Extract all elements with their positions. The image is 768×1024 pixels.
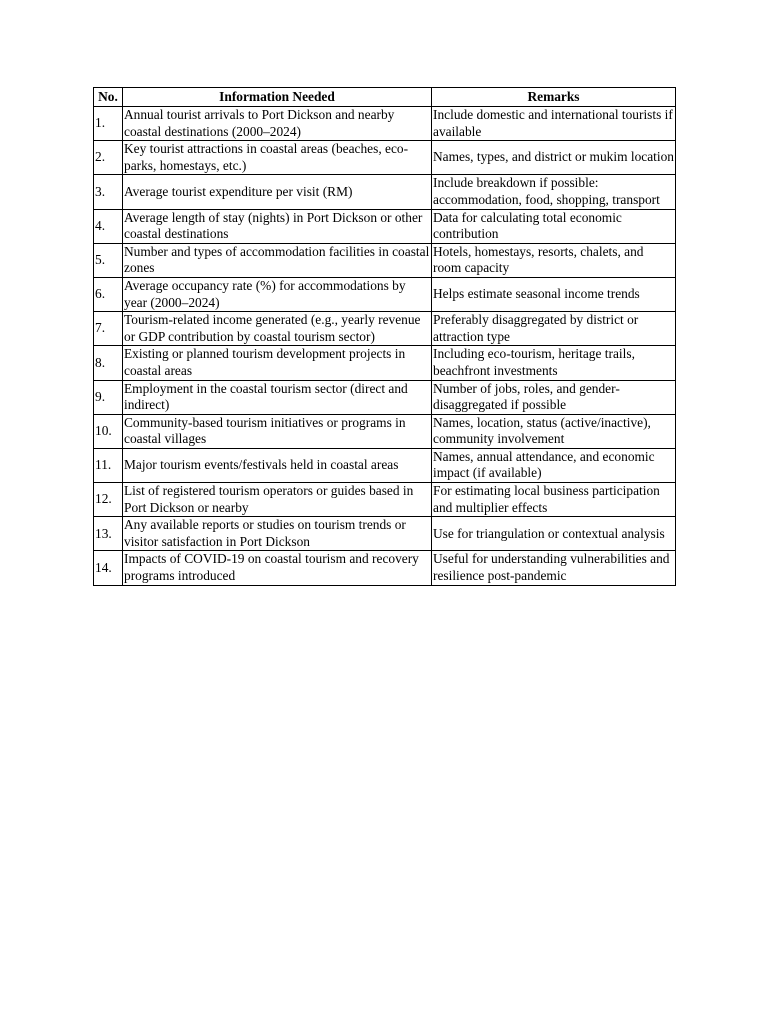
table-row — [94, 380, 676, 414]
table-row — [94, 517, 676, 551]
row-number-cell: 10. — [94, 414, 123, 448]
information-needed-cell: Average occupancy rate (%) for accommodations by year (2000–2024) — [123, 277, 432, 311]
information-needed-cell: Impacts of COVID-19 on coastal tourism and recovery programs introduced — [123, 551, 432, 585]
row-number-cell: 5. — [94, 243, 123, 277]
row-number-cell: 13. — [94, 517, 123, 551]
information-needed-cell: Number and types of accommodation facilities in coastal zones — [123, 243, 432, 277]
row-number-cell: 14. — [94, 551, 123, 585]
remarks-cell: Include domestic and international tourists if available — [432, 107, 676, 141]
remarks-cell: Number of jobs, roles, and gender-disaggregated if possible — [432, 380, 676, 414]
information-needed-cell: List of registered tourism operators or guides based in Port Dickson or nearby — [123, 483, 432, 517]
remarks-cell: Useful for understanding vulnerabilities and resilience post-pandemic — [432, 551, 676, 585]
information-needed-cell: Annual tourist arrivals to Port Dickson and nearby coastal destinations (2000–2024) — [123, 107, 432, 141]
row-number-cell: 2. — [94, 141, 123, 175]
remarks-cell: Helps estimate seasonal income trends — [432, 277, 676, 311]
remarks-cell: Use for triangulation or contextual analysis — [432, 517, 676, 551]
row-number-cell: 12. — [94, 483, 123, 517]
remarks-cell: Names, types, and district or mukim location — [432, 141, 676, 175]
information-needed-cell: Community-based tourism initiatives or programs in coastal villages — [123, 414, 432, 448]
table-row — [94, 414, 676, 448]
row-number-cell: 6. — [94, 277, 123, 311]
table-row — [94, 551, 676, 585]
remarks-cell: Hotels, homestays, resorts, chalets, and room capacity — [432, 243, 676, 277]
information-needed-cell: Any available reports or studies on tourism trends or visitor satisfaction in Port Dickson — [123, 517, 432, 551]
table-row — [94, 448, 676, 482]
information-needed-cell: Tourism-related income generated (e.g., yearly revenue or GDP contribution by coastal tourism sector) — [123, 312, 432, 346]
table-row — [94, 141, 676, 175]
row-number-cell: 3. — [94, 175, 123, 209]
table-row — [94, 107, 676, 141]
remarks-cell: Include breakdown if possible: accommodation, food, shopping, transport — [432, 175, 676, 209]
table-body — [94, 107, 676, 586]
remarks-cell: Including eco-tourism, heritage trails, beachfront investments — [432, 346, 676, 380]
information-needed-cell: Average length of stay (nights) in Port Dickson or other coastal destinations — [123, 209, 432, 243]
remarks-cell: Names, annual attendance, and economic impact (if available) — [432, 448, 676, 482]
information-needed-cell: Major tourism events/festivals held in coastal areas — [123, 448, 432, 482]
information-needed-cell: Average tourist expenditure per visit (RM) — [123, 175, 432, 209]
header-no: No. — [94, 88, 123, 107]
header-remarks: Remarks — [432, 88, 676, 107]
information-needed-cell: Key tourist attractions in coastal areas (beaches, eco-parks, homestays, etc.) — [123, 141, 432, 175]
table-row — [94, 346, 676, 380]
row-number-cell: 1. — [94, 107, 123, 141]
remarks-cell: Data for calculating total economic contribution — [432, 209, 676, 243]
table-header-row — [94, 88, 676, 107]
information-needed-cell: Employment in the coastal tourism sector (direct and indirect) — [123, 380, 432, 414]
table-row — [94, 312, 676, 346]
row-number-cell: 9. — [94, 380, 123, 414]
table-row — [94, 209, 676, 243]
information-needed-cell: Existing or planned tourism development projects in coastal areas — [123, 346, 432, 380]
row-number-cell: 11. — [94, 448, 123, 482]
remarks-cell: For estimating local business participation and multiplier effects — [432, 483, 676, 517]
header-information-needed: Information Needed — [123, 88, 432, 107]
table-row — [94, 175, 676, 209]
information-needed-table — [93, 87, 676, 586]
remarks-cell: Preferably disaggregated by district or attraction type — [432, 312, 676, 346]
row-number-cell: 8. — [94, 346, 123, 380]
row-number-cell: 4. — [94, 209, 123, 243]
row-number-cell: 7. — [94, 312, 123, 346]
table-row — [94, 277, 676, 311]
remarks-cell: Names, location, status (active/inactive), community involvement — [432, 414, 676, 448]
table-row — [94, 483, 676, 517]
table-row — [94, 243, 676, 277]
